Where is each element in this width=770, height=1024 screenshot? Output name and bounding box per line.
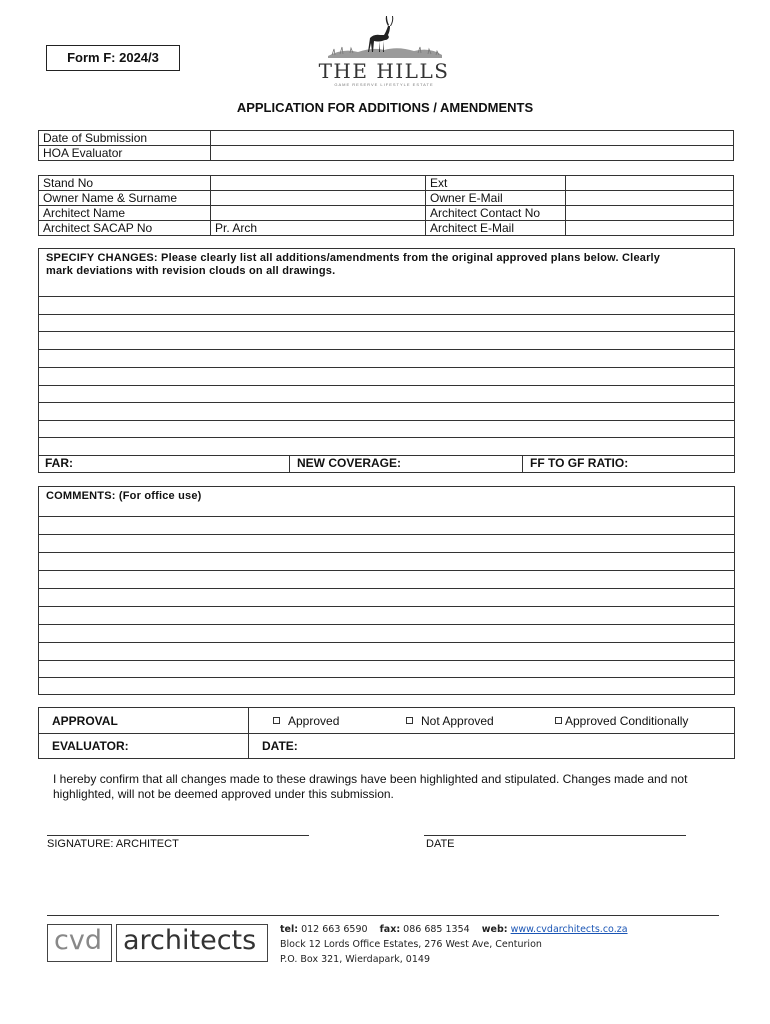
- specify-changes-instruction: SPECIFY CHANGES: Please clearly list all additions/amendments from the original approved plans below. Clearly mark deviations with revision clouds on all drawings.: [46, 252, 661, 277]
- hoa-evaluator-label: HOA Evaluator: [39, 146, 211, 161]
- tel-label: tel:: [280, 924, 299, 935]
- approval-date-label: DATE:: [262, 739, 298, 753]
- comments-line[interactable]: [39, 516, 734, 517]
- architect-signature-label: SIGNATURE: ARCHITECT: [47, 838, 179, 850]
- architect-name-label: Architect Name: [39, 206, 211, 221]
- comments-line[interactable]: [39, 677, 734, 678]
- owner-name-label: Owner Name & Surname: [39, 191, 211, 206]
- not-approved-option-label: Not Approved: [421, 714, 494, 728]
- stand-no-label: Stand No: [39, 176, 211, 191]
- architect-sacap-label: Architect SACAP No: [39, 221, 211, 236]
- comments-line[interactable]: [39, 606, 734, 607]
- divider: [248, 708, 249, 758]
- architect-contact-label: Architect Contact No: [426, 206, 566, 221]
- ext-label: Ext: [426, 176, 566, 191]
- contact-details: [280, 922, 720, 967]
- comments-line[interactable]: [39, 552, 734, 553]
- web-label: web:: [481, 924, 508, 935]
- changes-line[interactable]: [39, 314, 734, 315]
- checkbox-icon[interactable]: [273, 717, 280, 724]
- date-signature-label: DATE: [426, 838, 455, 850]
- architect-email-label: Architect E-Mail: [426, 221, 566, 236]
- owner-email-label: Owner E-Mail: [426, 191, 566, 206]
- comments-line[interactable]: [39, 642, 734, 643]
- changes-line[interactable]: [39, 367, 734, 368]
- comments-line[interactable]: [39, 570, 734, 571]
- page-title: APPLICATION FOR ADDITIONS / AMENDMENTS: [236, 100, 534, 115]
- architect-signature-line[interactable]: [47, 835, 309, 836]
- not-approved-option[interactable]: [406, 714, 494, 728]
- architect-name-field[interactable]: [211, 206, 426, 221]
- approval-label: APPROVAL: [52, 714, 118, 728]
- changes-line[interactable]: [39, 402, 734, 403]
- changes-line[interactable]: [39, 437, 734, 438]
- owner-name-field[interactable]: [211, 191, 426, 206]
- architects-logo-box: architects: [116, 924, 268, 962]
- date-of-submission-field[interactable]: [211, 131, 734, 146]
- changes-line[interactable]: [39, 385, 734, 386]
- divider: [289, 455, 290, 472]
- owner-email-field[interactable]: [566, 191, 734, 206]
- footer-divider: [47, 915, 719, 916]
- fax-value: 086 685 1354: [403, 924, 470, 935]
- address-line-1: Block 12 Lords Office Estates, 276 West Ave, Centurion: [280, 939, 542, 950]
- fax-label: fax:: [379, 924, 401, 935]
- changes-line[interactable]: [39, 296, 734, 297]
- comments-line[interactable]: [39, 534, 734, 535]
- cvd-logo-box: cvd: [47, 924, 112, 962]
- divider: [522, 455, 523, 472]
- address-line-2: P.O. Box 321, Wierdapark, 0149: [280, 954, 430, 965]
- details-table: [38, 175, 734, 236]
- submission-table: [38, 130, 734, 161]
- approved-conditionally-option[interactable]: [555, 714, 688, 728]
- tel-value: 012 663 6590: [301, 924, 368, 935]
- website-link[interactable]: www.cvdarchitects.co.za: [510, 924, 628, 935]
- approved-option-label: Approved: [288, 714, 340, 728]
- comments-section: [38, 486, 735, 695]
- far-label: FAR:: [45, 456, 73, 470]
- checkbox-icon[interactable]: [406, 717, 413, 724]
- changes-line[interactable]: [39, 331, 734, 332]
- stand-no-field[interactable]: [211, 176, 426, 191]
- changes-line[interactable]: [39, 420, 734, 421]
- divider: [39, 733, 734, 734]
- specify-changes-section: [38, 248, 735, 473]
- comments-label: COMMENTS: (For office use): [46, 490, 202, 502]
- date-of-submission-label: Date of Submission: [39, 131, 211, 146]
- logo-wordmark: THE HILLS: [318, 59, 450, 83]
- architect-email-field[interactable]: [566, 221, 734, 236]
- approval-section: [38, 707, 735, 759]
- approved-conditionally-option-label: Approved Conditionally: [565, 714, 689, 728]
- approved-option[interactable]: [273, 714, 339, 728]
- architect-contact-field[interactable]: [566, 206, 734, 221]
- evaluator-label: EVALUATOR:: [52, 739, 129, 753]
- new-coverage-label: NEW COVERAGE:: [297, 456, 402, 470]
- form-number-box: Form F: 2024/3: [46, 45, 180, 71]
- pr-arch-field[interactable]: Pr. Arch: [211, 221, 426, 236]
- comments-line[interactable]: [39, 660, 734, 661]
- checkbox-icon[interactable]: [555, 717, 562, 724]
- ff-to-gf-ratio-label: FF TO GF RATIO:: [530, 456, 629, 470]
- comments-line[interactable]: [39, 624, 734, 625]
- comments-line[interactable]: [39, 588, 734, 589]
- changes-line[interactable]: [39, 349, 734, 350]
- hoa-evaluator-field[interactable]: [211, 146, 734, 161]
- date-signature-line[interactable]: [424, 835, 686, 836]
- contact-line: [280, 922, 720, 937]
- declaration-text: I hereby confirm that all changes made to these drawings have been highlighted and stipulated. Changes made and not highlighted, will not be deemed approved under this submission.: [53, 772, 688, 801]
- ext-field[interactable]: [566, 176, 734, 191]
- logo-tagline: GAME RESERVE LIFESTYLE ESTATE: [334, 82, 434, 87]
